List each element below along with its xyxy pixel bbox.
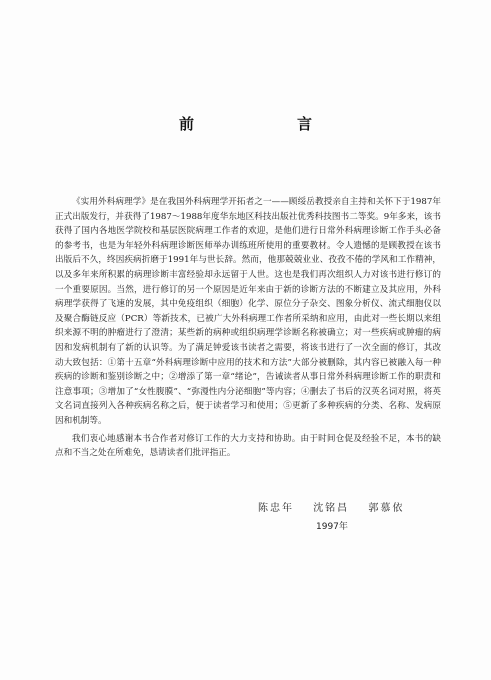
preface-paragraph-1: 《实用外科病理学》是在我国外科病理学开拓者之一——顾绥岳教授亲自主持和关怀下于1987年正式出版发行，并获得了1987～1988年度华东地区科技出版社优秀科技图书二等奖。9年多来，该书获得了国内各地医学院校和基层医院病理工作者的欢迎，是他们进行日常外科病理诊断工作手头必备的参考书，也是为年轻外科病理诊断医师举办训练班所使用的重要教材。令人遗憾的是顾教授在该书出版后不久，终因疾病折磨于1991年与世长辞。然而，他那兢兢业业、孜孜不倦的学风和工作精神，以及多年来所积累的病理诊断丰富经验却永远留于人世。这也是我们再次组织人力对该书进行修订的一个重要原因。当然，进行修订的另一个原因是近年来由于新的诊断方法的不断建立及其应用，外科病理学获得了飞速的发展，其中免疫组织（细胞）化学、原位分子杂交、图象分析仪、流式细胞仪以及聚合酶链反应（PCR）等新技术，已被广大外科病理工作者所采纳和应用，由此对一些长期以来组织来源不明的肿瘤进行了澄清；某些新的病种或组织病理学诊断名称被确立；对一些疾病或肿瘤的病因和发病机制有了新的认识等。为了满足钟爱该书读者之需要，将该书进行了一次全面的修订，其改动大致包括：①第十五章“外科病理诊断中应用的技术和方法”大部分被删除，其内容已被融入每一种疾病的诊断和鉴别诊断之中；②增添了第一章“绪论”，告诫读者从事日常外科病理诊断工作的职责和注意事项；③增加了“女性腹膜”、“弥漫性内分泌细胞”等内容；④删去了书后的汉英名词对照，将英文名词直接列入各种疾病名称之后，便于读者学习和使用；⑤更新了多种疾病的分类、名称、发病原因和机制等。 (55, 197, 441, 426)
author-name: 陈忠年 (258, 503, 294, 514)
author-name: 郭慕依 (368, 503, 405, 514)
preface-date: 1997年 (316, 522, 348, 532)
preface-body (55, 195, 441, 461)
preface-paragraph-2: 我们衷心地感谢本书合作者对修订工作的大力支持和协助。由于时间仓促及经验不足，本书的缺点和不当之处在所难免，恳请读者们批评指正。 (55, 433, 441, 459)
author-name: 沈铭昌 (313, 503, 350, 514)
page-title: 前 言 (178, 115, 356, 133)
author-signatures (258, 499, 458, 514)
